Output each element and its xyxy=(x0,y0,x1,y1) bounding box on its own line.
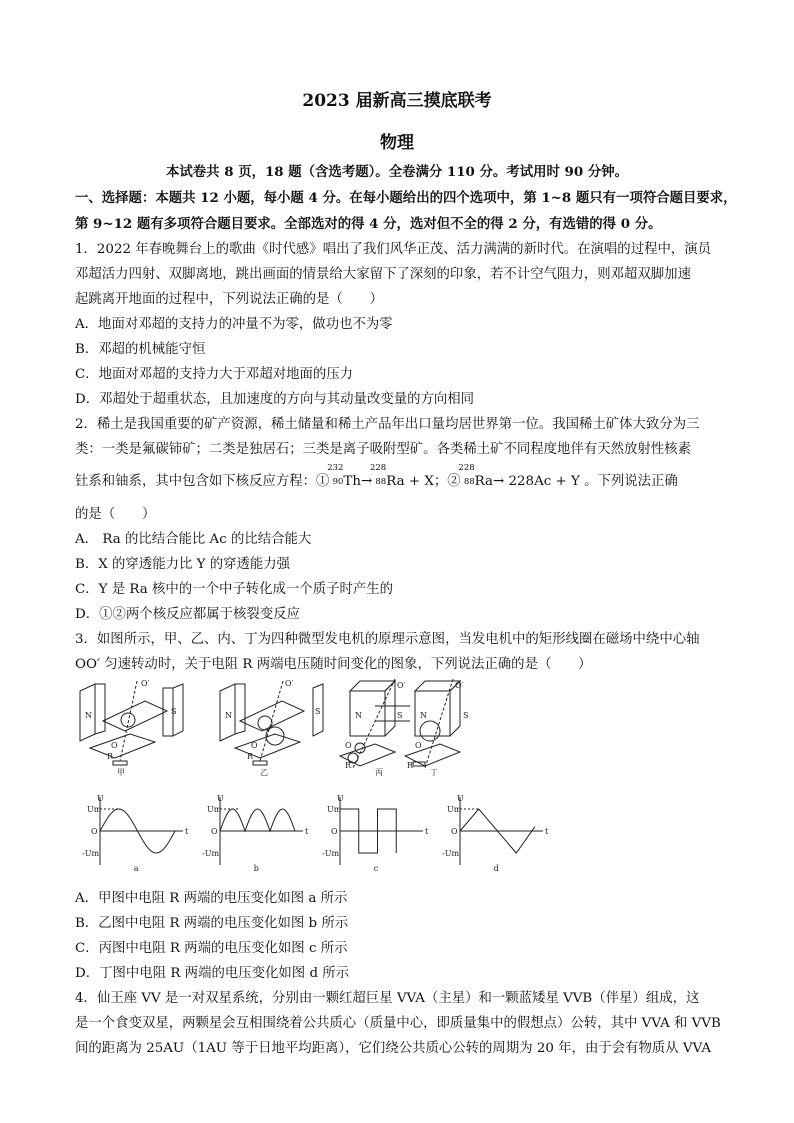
th-symbol: Th xyxy=(343,474,361,489)
axis-o-bing: O xyxy=(345,741,352,750)
graph-d-caption: d xyxy=(493,864,499,873)
graph-d-t-label: t xyxy=(545,827,549,836)
q4-stem-line2: 是一个食变双星，两颗星会互相围绕着公共质心（质量中心，即质量集中的假想点）公转，其中 VVA 和 VVB xyxy=(75,1016,721,1031)
th-nuclide xyxy=(327,463,344,487)
ra-symbol: Ra xyxy=(386,474,405,489)
graph-c-caption: c xyxy=(373,864,379,873)
q3-option-d: D．丁图中电阻 R 两端的电压变化如图 d 所示 xyxy=(75,966,350,981)
q3-stem-line2: OO′ 匀速转动时，关于电阻 R 两端电压随时间变化的图象，下列说法正确的是（ ） xyxy=(75,657,592,672)
q4-stem-line3: 间的距离为 25AU（1AU 等于日地平均距离），它们绕公共质心公转的周期为 20 年，由于会有物质从 VVA xyxy=(75,1041,712,1056)
q2-stem-line4: 的是（ ） xyxy=(75,507,156,522)
q3-option-c: C．丙图中电阻 R 两端的电压变化如图 c 所示 xyxy=(75,941,348,956)
pole-n-yi: N xyxy=(225,711,232,720)
graph-b-um-label: Um xyxy=(207,805,222,814)
pole-s-yi: S xyxy=(315,707,321,716)
q2-option-c: C．Y 是 Ra 核中的一个中子转化成一个质子时产生的 xyxy=(75,582,394,597)
q1-option-c: C．地面对邓超的支持力大于邓超对地面的压力 xyxy=(75,367,354,382)
graph-d-neg-um-label: -Um xyxy=(442,849,460,858)
q2-stem-line1: 2．稀土是我国重要的矿产资源，稀土储量和稀土产品年出口量均居世界第一位。我国稀土矿体大致分为三 xyxy=(75,417,700,432)
q2-option-d: D．①②两个核反应都属于核裂变反应 xyxy=(75,607,300,622)
q1-stem-line2: 邓超活力四射、双脚离地，跳出画面的情景给大家留下了深刻的印象，若不计空气阻力，则邓超双脚加速 xyxy=(75,267,691,282)
eq1-tail: + X；② xyxy=(404,474,461,489)
axis-oprime-yi: O′ xyxy=(285,679,294,688)
q2-line3-prefix: 钍系和铀系，其中包含如下核反应方程：① xyxy=(75,474,330,489)
exam-intro: 本试卷共 8 页，18 题（含选考题）。全卷满分 110 分。考试用时 90 分钟。 xyxy=(165,164,629,180)
graph-b-curve xyxy=(220,809,295,831)
graph-b-t-label: t xyxy=(305,827,309,836)
graph-a-origin: O xyxy=(91,827,98,836)
axis-o-yi: O xyxy=(251,741,258,750)
q1-option-b: B．邓超的机械能守恒 xyxy=(75,342,206,357)
generator-bing xyxy=(340,679,410,768)
label-bing: 丙 xyxy=(375,768,383,776)
axis-o-jia: O xyxy=(111,741,118,750)
pole-n-ding: N xyxy=(420,711,427,720)
ra2-nuclide xyxy=(458,463,475,487)
ra-atomic-number: 88 xyxy=(375,477,387,487)
q1-option-a: A．地面对邓超的支持力的冲量不为零，做功也不为零 xyxy=(75,317,393,332)
q2-option-b: B．X 的穿透能力比 Y 的穿透能力强 xyxy=(75,557,291,572)
graph-a-um-label: Um xyxy=(87,805,102,814)
label-jia: 甲 xyxy=(117,768,125,776)
q1-stem-line3: 起跳离开地面的过程中，下列说法正确的是（ ） xyxy=(75,292,383,307)
section-heading-line1: 一、选择题：本题共 12 小题，每小题 4 分。在每小题给出的四个选项中，第 1~8 题只有一项符合题目要求， xyxy=(75,190,737,206)
ra-mass-number: 228 xyxy=(369,463,387,473)
exam-title: 2023 届新高三摸底联考 xyxy=(302,91,492,111)
axis-oprime-bing: O′ xyxy=(397,681,406,690)
q1-option-d: D．邓超处于超重状态，且加速度的方向与其动量改变量的方向相同 xyxy=(75,392,475,407)
graph-b-neg-um-label: -Um xyxy=(202,849,220,858)
graph-a-u-label: U xyxy=(97,794,104,803)
th-mass-number: 232 xyxy=(327,463,344,473)
graph-d-um-label: Um xyxy=(447,805,462,814)
q3-stem-line1: 3．如图所示，甲、乙、内、丁为四种微型发电机的原理示意图，当发电机中的矩形线圈在磁场中绕中心轴 xyxy=(75,632,700,647)
res-yi: R xyxy=(247,752,254,761)
section-heading-line2: 第 9~12 题有多项符合题目要求。全部选对的得 4 分，选对但不全的得 2 分，有选错的得 0 分。 xyxy=(75,216,662,232)
graph-b-u-label: U xyxy=(217,794,224,803)
q4-stem-line1: 4．仙王座 VV 是一对双星系统，分别由一颗红超巨星 VVA（主星）和一颗蓝矮星 VVB（伴星）组成，这 xyxy=(75,991,700,1006)
res-jia: R xyxy=(107,752,114,761)
q2-stem-line3 xyxy=(75,463,678,489)
res-bing: R xyxy=(345,761,352,770)
q3-option-b: B．乙图中电阻 R 两端的电压变化如图 b 所示 xyxy=(75,916,349,931)
graph-c-origin: O xyxy=(331,827,338,836)
graph-c-u-label: U xyxy=(337,794,344,803)
axis-oprime-jia: O′ xyxy=(141,679,150,688)
axis-o-ding: O xyxy=(415,741,422,750)
graph-a-t-label: t xyxy=(185,827,189,836)
ra2-mass-number: 228 xyxy=(458,463,475,473)
pole-n-bing: N xyxy=(355,711,362,720)
q1-stem-line1: 1．2022 年春晚舞台上的歌曲《时代感》唱出了我们风华正茂、活力满满的新时代。在演唱的过程中，演员 xyxy=(75,242,712,257)
pole-n-jia: N xyxy=(85,711,92,720)
ra2-atomic-number: 88 xyxy=(463,477,475,487)
arrow-2: → xyxy=(493,474,505,489)
graph-c-um-label: Um xyxy=(327,805,342,814)
graph-a-caption: a xyxy=(133,864,139,873)
arrow-1: → xyxy=(360,474,373,489)
th-atomic-number: 90 xyxy=(332,477,344,487)
voltage-graphs xyxy=(80,793,550,873)
graph-a-neg-um-label: -Um xyxy=(82,849,100,858)
q2-stem-line2: 类：一类是氟碳铈矿；二类是独居石；三类是离子吸附型矿。各类稀土矿不同程度地伴有天然放射性核素 xyxy=(75,442,691,457)
graph-c-t-label: t xyxy=(425,827,429,836)
generator-jia xyxy=(80,681,183,765)
res-ding: R xyxy=(407,761,414,770)
ra-nuclide xyxy=(369,463,387,487)
q3-option-a: A．甲图中电阻 R 两端的电压变化如图 a 所示 xyxy=(75,891,348,906)
pole-s-jia: S xyxy=(171,707,177,716)
q2-option-a: A． Ra 的比结合能比 Ac 的比结合能大 xyxy=(75,532,312,547)
ra2-symbol: Ra xyxy=(474,474,494,489)
exam-subject: 物理 xyxy=(380,133,414,153)
label-yi: 乙 xyxy=(260,768,268,776)
graph-d-origin: O xyxy=(451,827,458,836)
generator-yi xyxy=(220,681,323,765)
graph-b-origin: O xyxy=(211,827,218,836)
graph-c-neg-um-label: -Um xyxy=(322,849,340,858)
graph-d-u-label: U xyxy=(457,794,464,803)
graph-b-caption: b xyxy=(253,864,259,873)
eq2-tail: 228Ac + Y 。下列说法正确 xyxy=(504,474,678,489)
axis-oprime-ding: O′ xyxy=(455,681,464,690)
pole-s-bing: S xyxy=(397,711,403,720)
label-ding: 丁 xyxy=(430,768,438,776)
pole-s-ding: S xyxy=(463,711,469,720)
generator-diagrams xyxy=(75,676,475,776)
generator-ding xyxy=(405,679,460,768)
